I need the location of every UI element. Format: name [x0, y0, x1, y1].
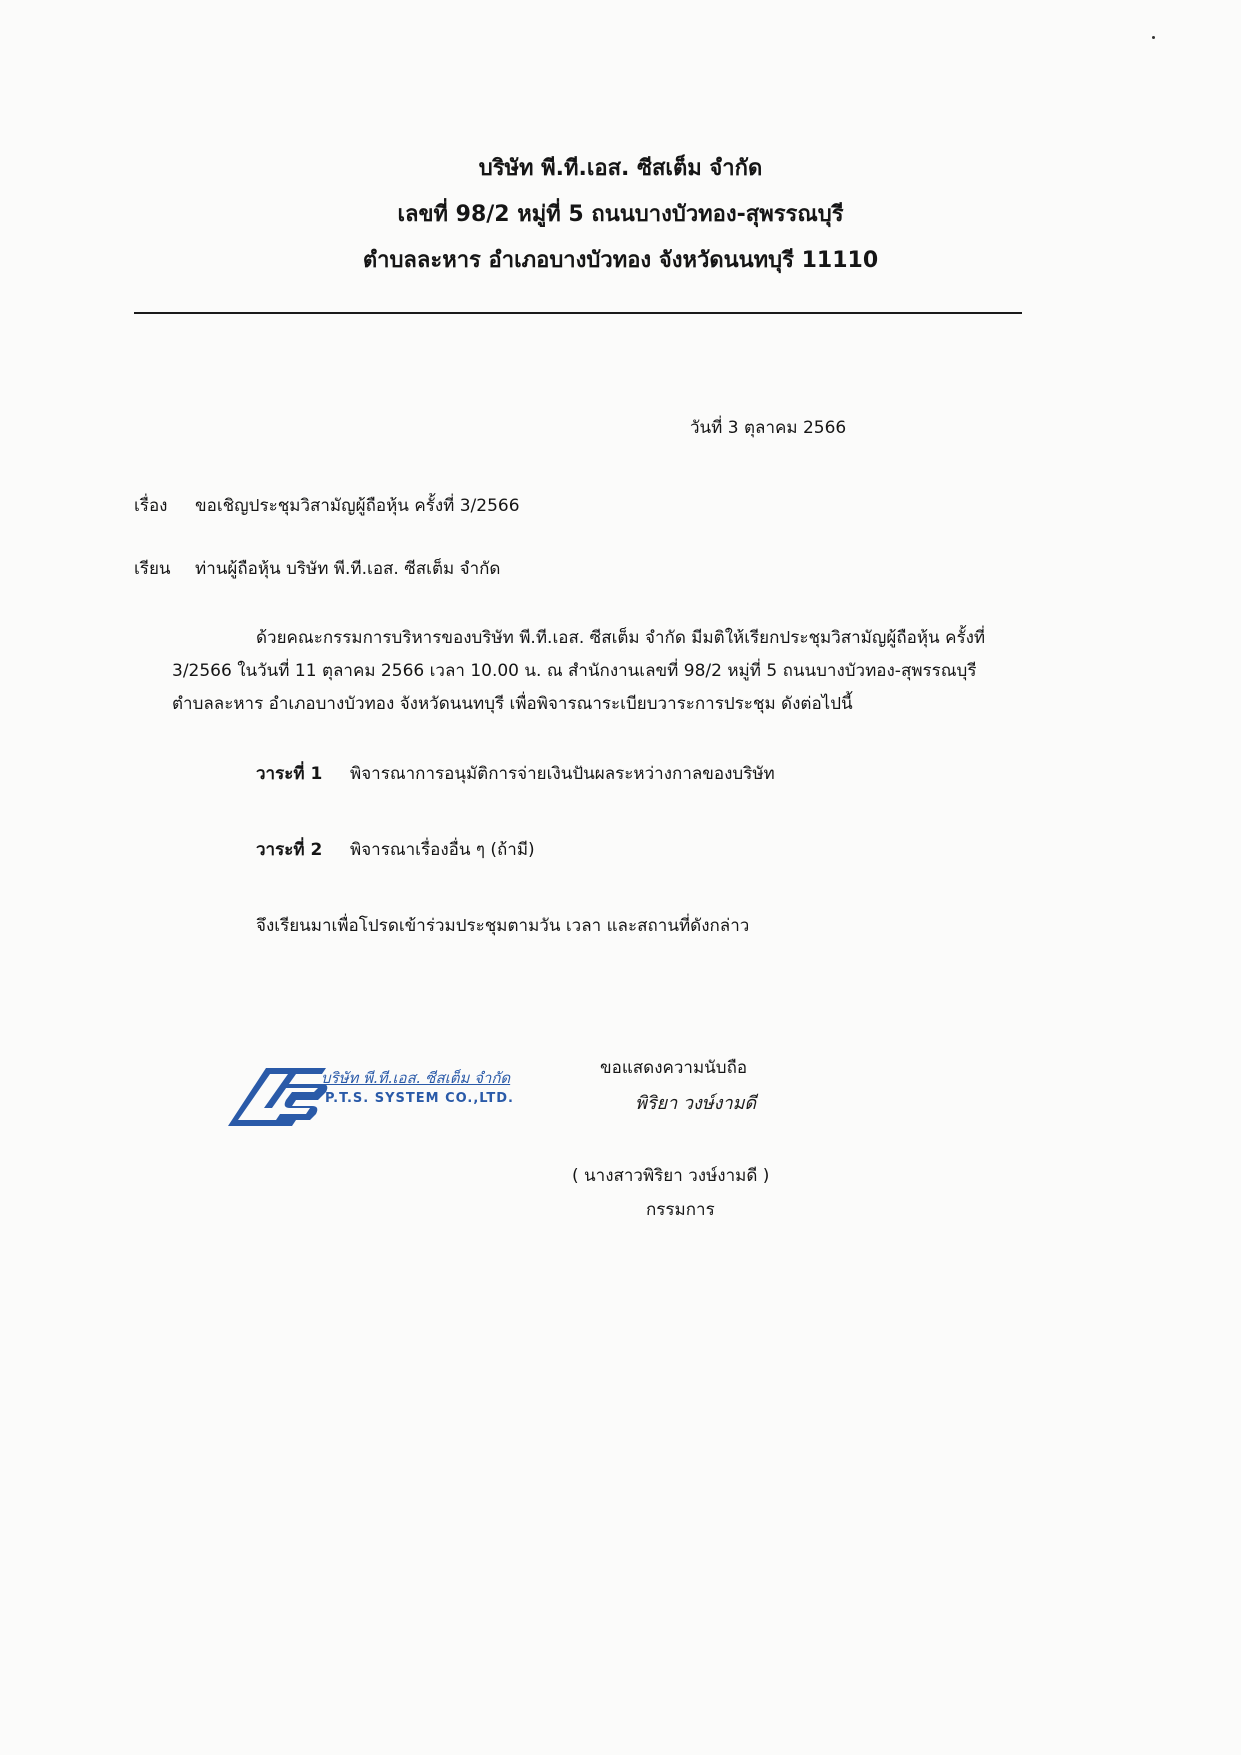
subject-text: ขอเชิญประชุมวิสามัญผู้ถือหุ้น ครั้งที่ 3/2566	[195, 496, 520, 516]
agenda-1-label: วาระที่ 1	[256, 764, 323, 784]
pts-logo-icon	[226, 1060, 336, 1128]
signer-name: ( นางสาวพิริยา วงษ์งามดี )	[572, 1166, 770, 1186]
address-line-1: เลขที่ 98/2 หมู่ที่ 5 ถนนบางบัวทอง-สุพรรณบุรี	[397, 202, 844, 227]
company-stamp	[226, 1060, 526, 1130]
signer-title: กรรมการ	[646, 1200, 715, 1220]
recipient-label: เรียน	[134, 559, 171, 579]
scan-mark	[1152, 36, 1155, 39]
body-line-2: 3/2566 ในวันที่ 11 ตุลาคม 2566 เวลา 10.00 น. ณ สำนักงานเลขที่ 98/2 หมู่ที่ 5 ถนนบางบัวทอง-สุพรรณบุรี	[172, 661, 977, 681]
stamp-english-name: P.T.S. SYSTEM CO.,LTD.	[325, 1091, 515, 1106]
body-paragraph	[172, 622, 1102, 721]
letter-date: วันที่ 3 ตุลาคม 2566	[690, 418, 847, 438]
agenda-2-label: วาระที่ 2	[256, 840, 323, 860]
subject-label: เรื่อง	[134, 496, 168, 516]
address-line-2: ตำบลละหาร อำเภอบางบัวทอง จังหวัดนนทบุรี 11110	[362, 248, 879, 273]
salutation: ขอแสดงความนับถือ	[600, 1058, 748, 1078]
agenda-1-text: พิจารณาการอนุมัติการจ่ายเงินปันผลระหว่างกาลของบริษัท	[350, 764, 775, 784]
recipient-text: ท่านผู้ถือหุ้น บริษัท พี.ที.เอส. ซีสเต็ม จำกัด	[195, 559, 501, 579]
header-divider	[134, 312, 1022, 314]
handwritten-signature: พิริยา วงษ์งามดี	[635, 1093, 757, 1114]
agenda-2-text: พิจารณาเรื่องอื่น ๆ (ถ้ามี)	[350, 840, 535, 860]
closing-text: จึงเรียนมาเพื่อโปรดเข้าร่วมประชุมตามวัน เวลา และสถานที่ดังกล่าว	[256, 916, 750, 936]
company-name: บริษัท พี.ที.เอส. ซีสเต็ม จำกัด	[478, 156, 763, 181]
body-line-1: ด้วยคณะกรรมการบริหารของบริษัท พี.ที.เอส. ซีสเต็ม จำกัด มีมติให้เรียกประชุมวิสามัญผู้ถือหุ้น ครั้งที่	[256, 628, 986, 648]
body-line-3: ตำบลละหาร อำเภอบางบัวทอง จังหวัดนนทบุรี เพื่อพิจารณาระเบียบวาระการประชุม ดังต่อไปนี้	[172, 694, 853, 714]
stamp-thai-name: บริษัท พี.ที.เอส. ซีสเต็ม จำกัด	[321, 1069, 511, 1087]
